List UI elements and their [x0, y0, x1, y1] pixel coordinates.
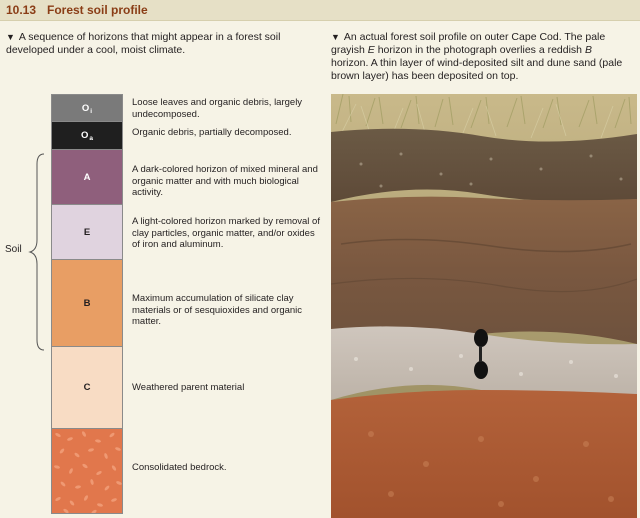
horizon-bedrock [51, 429, 123, 514]
horizon-b-description: Maximum accumulation of silicate clay materials or of sesquioxides and organic matter. [132, 293, 303, 327]
horizon-e [51, 205, 123, 260]
horizon-e-label: E [83, 226, 91, 238]
horizon-oa-label: O [80, 130, 89, 141]
caption-right-e-horizon: E [367, 44, 375, 56]
soil-profile-photo [331, 94, 637, 518]
horizon-b [51, 260, 123, 347]
soil-profile-column [51, 94, 123, 514]
caption-right-text-3: horizon. A thin layer of wind-deposited silt and dune sand (pale brown layer) has been deposited on top. [331, 57, 623, 82]
horizon-a [51, 150, 123, 205]
caption-right-b-horizon: B [584, 44, 592, 56]
caption-right-text-1: An actual forest soil profile on outer Cape Cod. The pale grayish [331, 31, 606, 56]
horizon-oa-subscript: a [89, 135, 93, 142]
horizon-a-description: A dark-colored horizon of mixed mineral and organic matter and with much biological activity. [132, 164, 318, 198]
horizon-bedrock-description: Consolidated bedrock. [132, 462, 227, 473]
caption-left-text: A sequence of horizons that might appear in a forest soil developed under a cool, moist climate. [6, 31, 281, 56]
caption-right [331, 31, 631, 83]
caption-right-text-2: horizon in the photograph overlies a reddish [377, 44, 583, 56]
horizon-c [51, 347, 123, 429]
horizon-a-label: A [83, 171, 91, 183]
figure-header [0, 0, 640, 21]
horizon-b-label: B [83, 297, 91, 309]
horizon-oi-subscript: i [90, 107, 93, 115]
horizon-e-description: A light-colored horizon marked by removal of clay particles, organic matter, and/or oxides of iron and aluminum. [132, 216, 320, 250]
caption-left [6, 31, 318, 57]
horizon-c-description: Weathered parent material [132, 382, 245, 393]
down-triangle-icon: ▼ [6, 32, 15, 42]
horizon-oi-label: O [81, 102, 90, 114]
horizon-oi-description: Loose leaves and organic debris, largely undecomposed. [132, 97, 303, 120]
horizon-oa-description: Organic debris, partially decomposed. [132, 127, 292, 138]
figure-number: 10.13 [6, 3, 37, 17]
down-triangle-icon: ▼ [331, 32, 340, 42]
horizon-oi [51, 94, 123, 122]
bedrock-texture [52, 429, 123, 514]
horizon-oa [51, 122, 123, 150]
soil-brace [28, 152, 48, 352]
figure-title: Forest soil profile [47, 3, 148, 17]
soil-label: Soil [5, 244, 22, 255]
horizon-c-label: C [83, 382, 91, 393]
